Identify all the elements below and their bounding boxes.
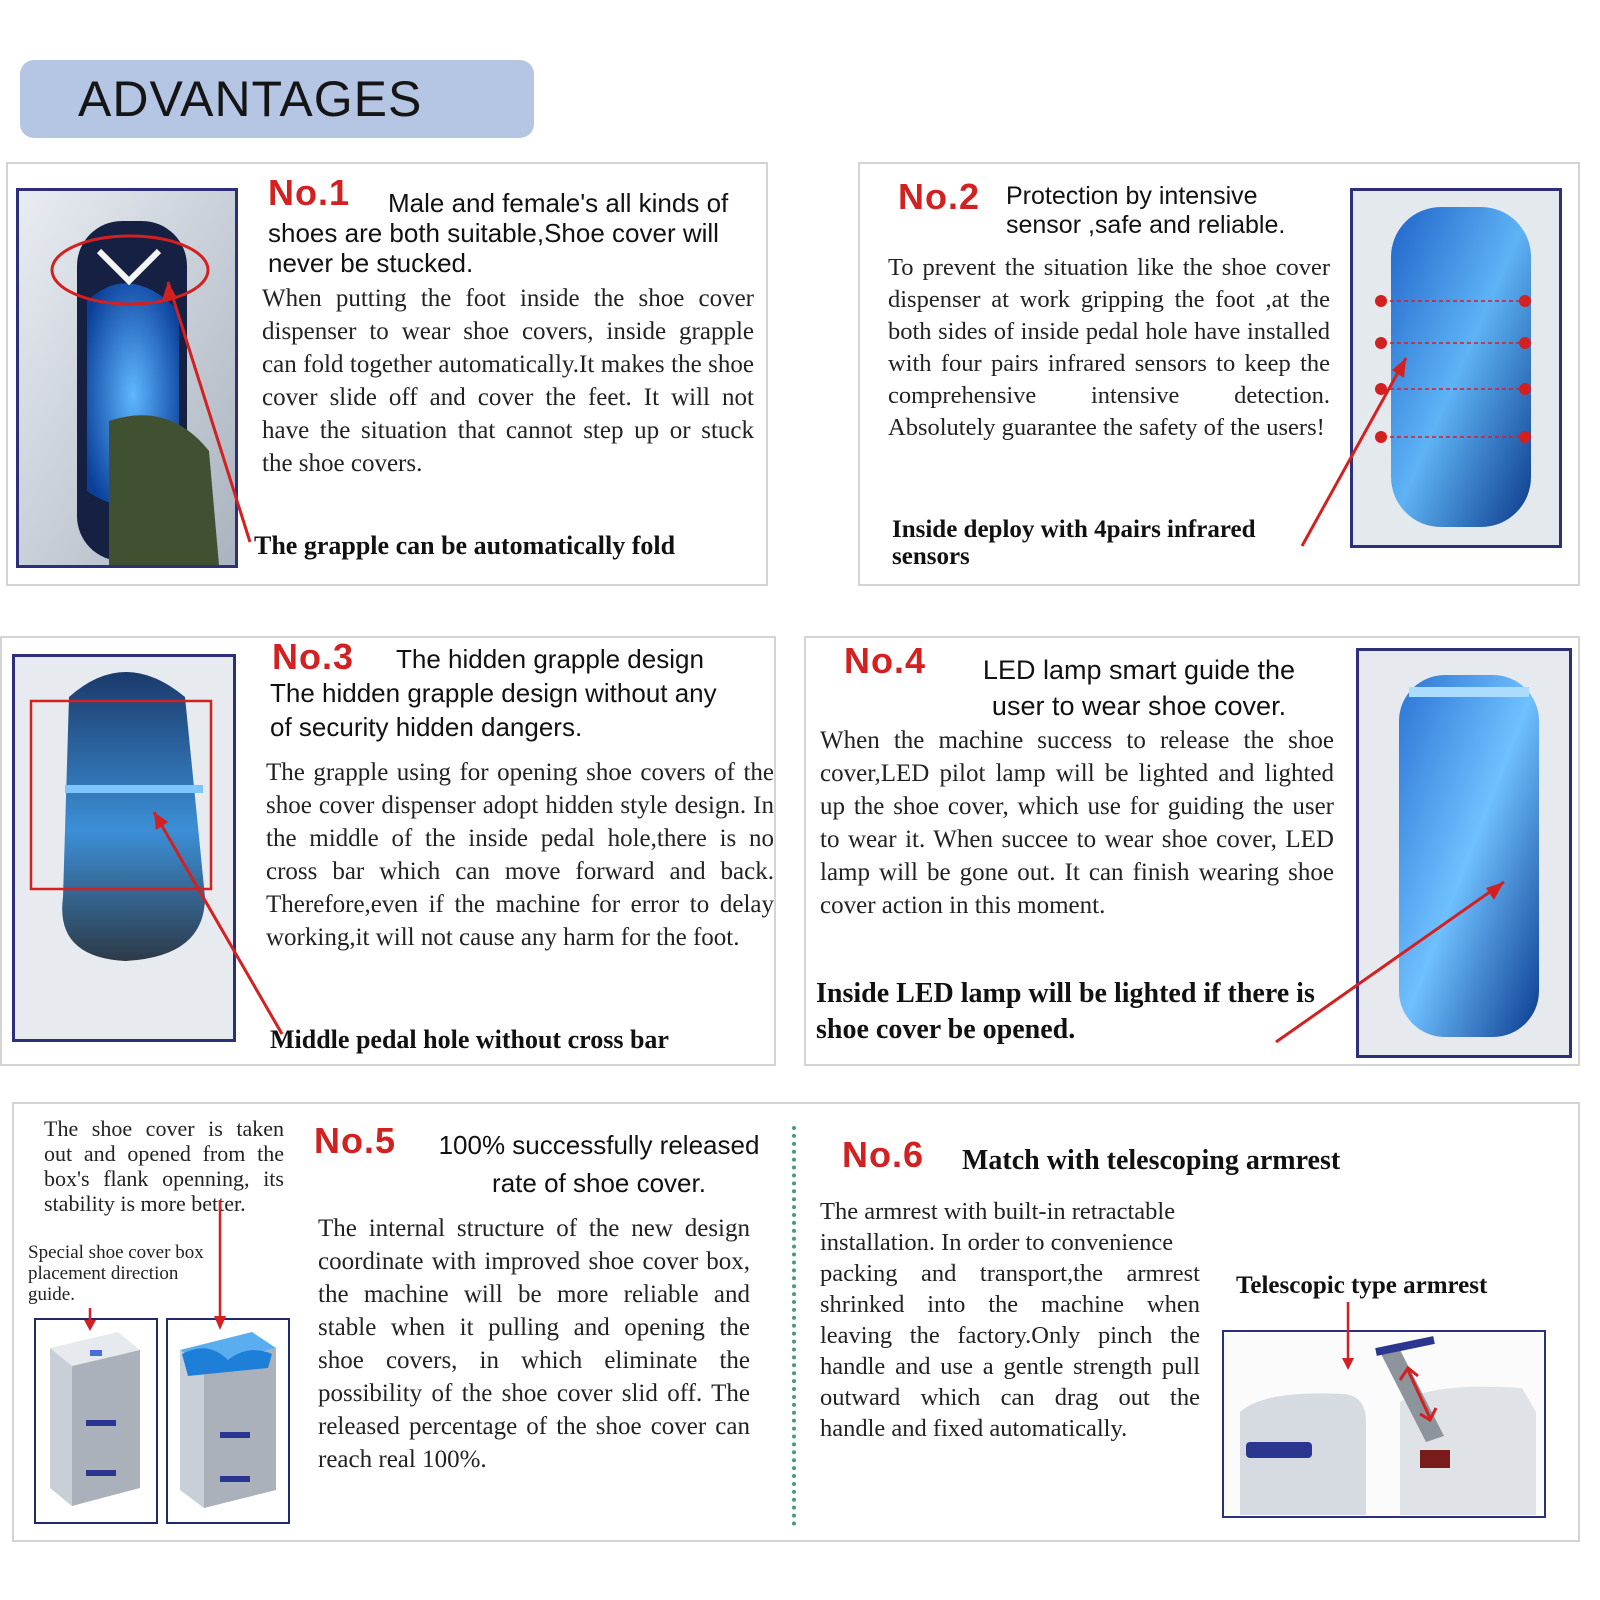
advantage-heading-5: 100% successfully released rate of shoe cover. [438, 1130, 760, 1198]
advantage-number-6: No.6 [842, 1134, 925, 1175]
box-note-2: Special shoe cover box placement direction guide. [28, 1242, 204, 1305]
advantage-body-5: The internal structure of the new design coordinate with improved shoe cover box, the machine will be more reliable and stable when it pulling and opening the shoe covers, in which eliminate the possibility of the shoe cover slid off. The released percentage of the shoe cover can reach real 100%. [318, 1215, 750, 1473]
advantage-number-5: No.5 [314, 1120, 397, 1161]
advantage-number-1: No.1 [268, 172, 351, 213]
advantage-number-3: No.3 [272, 636, 355, 677]
advantage-number-4: No.4 [844, 640, 927, 681]
box-note-1: The shoe cover is taken out and opened from the box's flank openning, its stability is more better. [44, 1116, 284, 1216]
callout-arrow-1 [40, 230, 260, 550]
advantages-banner [20, 60, 534, 138]
advantage-heading-1: Male and female's all kinds of shoes are both suitable,Shoe cover will never be stucked. [268, 188, 729, 278]
advantage-subheading-3: The hidden grapple design without any of security hidden dangers. [270, 678, 717, 742]
advantage-caption-2: Inside deploy with 4pairs infrared sensors [892, 516, 1256, 570]
shoe-cover-box-photo-1 [34, 1318, 158, 1524]
advantage-caption-1: The grapple can be automatically fold [254, 531, 676, 560]
callout-arrow-6 [1340, 1302, 1356, 1372]
callout-arrow-4 [1270, 870, 1510, 1050]
advantage-heading-6: Match with telescoping armrest [962, 1145, 1341, 1176]
advantage-caption-3: Middle pedal hole without cross bar [270, 1025, 669, 1054]
advantage-heading-4: LED lamp smart guide the user to wear shoe cover. [982, 655, 1296, 721]
callout-arrow-2 [1296, 350, 1416, 550]
armrest-photo [1222, 1330, 1546, 1518]
shoe-cover-box-photo-2 [166, 1318, 290, 1524]
dotted-divider [792, 1126, 796, 1526]
advantage-body-6: packing and transport,the armrest shrinked into the machine when leaving the factory.Only pinch the handle and use a gentle strength pull outward which can drag out the handle and fixed automatically. [820, 1260, 1200, 1442]
advantage-body-4: When the machine success to release the shoe cover,LED pilot lamp will be lighted and lighted up the shoe cover, which use for guiding the user to wear it. When succee to wear shoe cover, LED lamp will be gone out. It can finish wearing shoe cover action in this moment. [820, 727, 1334, 919]
advantage-heading-3: The hidden grapple design [396, 644, 704, 674]
advantage-heading-2: Protection by intensive sensor ,safe and reliable. [1006, 182, 1286, 239]
advantage-caption-4: Inside LED lamp will be lighted if there is shoe cover be opened. [816, 978, 1315, 1045]
advantage-caption-6: Telescopic type armrest [1236, 1272, 1488, 1299]
page-title: ADVANTAGES [78, 71, 423, 127]
advantage-number-2: No.2 [898, 176, 981, 217]
advantage-body-3: The grapple using for opening shoe covers of the shoe cover dispenser adopt hidden style design. In the middle of the inside pedal hole,there is no cross bar which can move forward and back. Therefore,even if the machine for error to delay working,it will not cause any harm for the foot. [266, 759, 774, 951]
advantage-body-2: To prevent the situation like the shoe cover dispenser at work gripping the foot ,at the both sides of inside pedal hole have installed with four pairs infrared sensors to keep the comprehensive intensive detection. Absolutely guarantee the safety of the users! [888, 254, 1330, 441]
advantage-body-1: When putting the foot inside the shoe cover dispenser to wear shoe covers, inside grapple can fold together automatically.It makes the shoe cover slide off and cover the feet. It will not have the situation that cannot step up or stuck the shoe covers. [262, 285, 754, 477]
box-arrows [80, 1200, 240, 1332]
advantage-body-6-top: The armrest with built-in retractable installation. In order to convenience [820, 1198, 1176, 1256]
